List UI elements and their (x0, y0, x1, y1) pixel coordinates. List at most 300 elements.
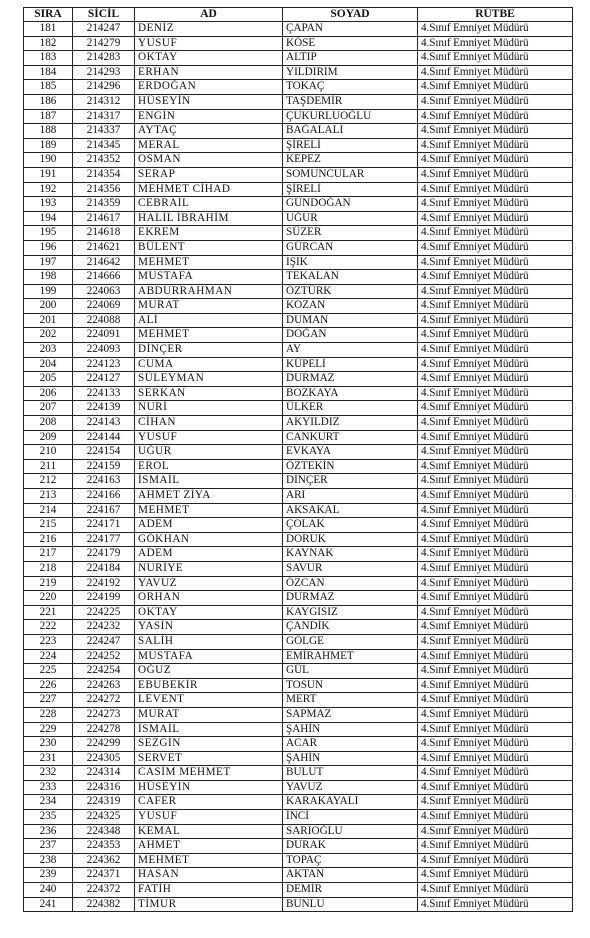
table-row (24, 182, 573, 197)
cell-ad: MUSTAFA (135, 649, 283, 664)
cell-soyad: İNCİ (283, 810, 418, 825)
personnel-table (23, 7, 573, 912)
cell-rutbe: 4.Sınıf Emniyet Müdürü (418, 138, 573, 153)
cell-rutbe: 4.Sınıf Emniyet Müdürü (418, 678, 573, 693)
cell-sicil: 214337 (73, 124, 135, 139)
cell-soyad: UĞUR (283, 211, 418, 226)
cell-ad: AHMET ZİYA (135, 489, 283, 504)
cell-sira: 186 (24, 94, 73, 109)
cell-ad: OSMAN (135, 153, 283, 168)
cell-rutbe: 4.Sınıf Emniyet Müdürü (418, 36, 573, 51)
cell-rutbe: 4.Sınıf Emniyet Müdürü (418, 270, 573, 285)
table-row (24, 839, 573, 854)
cell-soyad: DURMAZ (283, 372, 418, 387)
cell-rutbe: 4.Sınıf Emniyet Müdürü (418, 313, 573, 328)
cell-sicil: 224372 (73, 883, 135, 898)
cell-rutbe: 4.Sınıf Emniyet Müdürü (418, 459, 573, 474)
cell-ad: SERKAN (135, 386, 283, 401)
cell-ad: ABDURRAHMAN (135, 284, 283, 299)
cell-ad: TİMUR (135, 897, 283, 912)
cell-sicil: 214666 (73, 270, 135, 285)
table-row (24, 36, 573, 51)
cell-soyad: KOZAN (283, 299, 418, 314)
cell-sira: 208 (24, 416, 73, 431)
cell-rutbe: 4.Sınıf Emniyet Müdürü (418, 109, 573, 124)
cell-sicil: 224184 (73, 561, 135, 576)
cell-ad: AYTAÇ (135, 124, 283, 139)
table-row (24, 270, 573, 285)
cell-sira: 231 (24, 751, 73, 766)
cell-sira: 197 (24, 255, 73, 270)
table-row (24, 80, 573, 95)
cell-sicil: 214352 (73, 153, 135, 168)
cell-sicil: 224192 (73, 576, 135, 591)
cell-sicil: 224371 (73, 868, 135, 883)
cell-sira: 193 (24, 197, 73, 212)
table-row (24, 197, 573, 212)
cell-soyad: ŞİRELİ (283, 138, 418, 153)
cell-rutbe: 4.Sınıf Emniyet Müdürü (418, 328, 573, 343)
table-header-row (24, 8, 573, 22)
cell-sicil: 224159 (73, 459, 135, 474)
cell-rutbe: 4.Sınıf Emniyet Müdürü (418, 518, 573, 533)
cell-rutbe: 4.Sınıf Emniyet Müdürü (418, 810, 573, 825)
table-row (24, 518, 573, 533)
cell-soyad: SOMUNCULAR (283, 167, 418, 182)
cell-sicil: 224167 (73, 503, 135, 518)
cell-sira: 189 (24, 138, 73, 153)
cell-ad: EBUBEKİR (135, 678, 283, 693)
cell-rutbe: 4.Sınıf Emniyet Müdürü (418, 766, 573, 781)
cell-ad: ALİ (135, 313, 283, 328)
cell-rutbe: 4.Sınıf Emniyet Müdürü (418, 883, 573, 898)
cell-sicil: 224272 (73, 693, 135, 708)
cell-rutbe: 4.Sınıf Emniyet Müdürü (418, 255, 573, 270)
table-row (24, 328, 573, 343)
cell-sira: 217 (24, 547, 73, 562)
cell-sicil: 214621 (73, 240, 135, 255)
table-row (24, 65, 573, 80)
cell-sicil: 214354 (73, 167, 135, 182)
cell-rutbe: 4.Sınıf Emniyet Müdürü (418, 620, 573, 635)
cell-sira: 229 (24, 722, 73, 737)
cell-sira: 225 (24, 664, 73, 679)
table-row (24, 153, 573, 168)
cell-soyad: AKTAN (283, 868, 418, 883)
cell-sira: 195 (24, 226, 73, 241)
cell-rutbe: 4.Sınıf Emniyet Müdürü (418, 94, 573, 109)
cell-ad: CAFER (135, 795, 283, 810)
cell-sira: 233 (24, 780, 73, 795)
table-row (24, 883, 573, 898)
table-row (24, 795, 573, 810)
cell-sira: 204 (24, 357, 73, 372)
cell-sira: 185 (24, 80, 73, 95)
cell-rutbe: 4.Sınıf Emniyet Müdürü (418, 299, 573, 314)
cell-sira: 216 (24, 532, 73, 547)
cell-ad: EROL (135, 459, 283, 474)
cell-sira: 221 (24, 605, 73, 620)
cell-sira: 228 (24, 707, 73, 722)
table-row (24, 416, 573, 431)
cell-sira: 215 (24, 518, 73, 533)
cell-sicil: 224305 (73, 751, 135, 766)
cell-ad: HASAN (135, 868, 283, 883)
table-row (24, 299, 573, 314)
cell-soyad: SÜZER (283, 226, 418, 241)
cell-ad: MEHMET (135, 503, 283, 518)
cell-sicil: 214617 (73, 211, 135, 226)
cell-ad: ENGİN (135, 109, 283, 124)
table-row (24, 693, 573, 708)
cell-sicil: 224252 (73, 649, 135, 664)
cell-rutbe: 4.Sınıf Emniyet Müdürü (418, 824, 573, 839)
cell-rutbe: 4.Sınıf Emniyet Müdürü (418, 795, 573, 810)
table-row (24, 561, 573, 576)
cell-ad: UĞUR (135, 445, 283, 460)
cell-sira: 241 (24, 897, 73, 912)
table-row (24, 868, 573, 883)
table-row (24, 649, 573, 664)
cell-sira: 220 (24, 591, 73, 606)
cell-sicil: 224063 (73, 284, 135, 299)
table-row (24, 678, 573, 693)
cell-ad: DENİZ (135, 22, 283, 37)
cell-ad: ADEM (135, 547, 283, 562)
cell-rutbe: 4.Sınıf Emniyet Müdürü (418, 547, 573, 562)
cell-soyad: KEPEZ (283, 153, 418, 168)
cell-sira: 192 (24, 182, 73, 197)
cell-rutbe: 4.Sınıf Emniyet Müdürü (418, 897, 573, 912)
table-row (24, 707, 573, 722)
cell-ad: YASİN (135, 620, 283, 635)
cell-ad: BÜLENT (135, 240, 283, 255)
cell-sicil: 224093 (73, 343, 135, 358)
cell-sira: 213 (24, 489, 73, 504)
cell-rutbe: 4.Sınıf Emniyet Müdürü (418, 445, 573, 460)
table-row (24, 445, 573, 460)
table-row (24, 547, 573, 562)
cell-sicil: 224247 (73, 634, 135, 649)
cell-soyad: ÇAPAN (283, 22, 418, 37)
cell-rutbe: 4.Sınıf Emniyet Müdürü (418, 357, 573, 372)
cell-sicil: 224232 (73, 620, 135, 635)
table-row (24, 401, 573, 416)
cell-soyad: KAYGISIZ (283, 605, 418, 620)
cell-sira: 230 (24, 737, 73, 752)
cell-sicil: 214293 (73, 65, 135, 80)
cell-sira: 198 (24, 270, 73, 285)
cell-ad: YUSUF (135, 36, 283, 51)
cell-rutbe: 4.Sınıf Emniyet Müdürü (418, 634, 573, 649)
cell-rutbe: 4.Sınıf Emniyet Müdürü (418, 124, 573, 139)
cell-soyad: ÜLKER (283, 401, 418, 416)
cell-rutbe: 4.Sınıf Emniyet Müdürü (418, 65, 573, 80)
cell-soyad: TOPAÇ (283, 853, 418, 868)
cell-sicil: 214642 (73, 255, 135, 270)
table-row (24, 255, 573, 270)
cell-rutbe: 4.Sınıf Emniyet Müdürü (418, 576, 573, 591)
cell-ad: İSMAİL (135, 722, 283, 737)
cell-sira: 187 (24, 109, 73, 124)
cell-sicil: 224123 (73, 357, 135, 372)
cell-ad: İSMAİL (135, 474, 283, 489)
cell-sicil: 224133 (73, 386, 135, 401)
cell-rutbe: 4.Sınıf Emniyet Müdürü (418, 737, 573, 752)
table-row (24, 167, 573, 182)
cell-soyad: ÖZTÜRK (283, 284, 418, 299)
table-row (24, 591, 573, 606)
cell-sicil: 224139 (73, 401, 135, 416)
cell-rutbe: 4.Sınıf Emniyet Müdürü (418, 372, 573, 387)
cell-ad: MURAT (135, 707, 283, 722)
cell-sira: 237 (24, 839, 73, 854)
table-row (24, 51, 573, 66)
cell-sira: 222 (24, 620, 73, 635)
cell-ad: ERDOĞAN (135, 80, 283, 95)
table-row (24, 576, 573, 591)
cell-sira: 238 (24, 853, 73, 868)
cell-sira: 236 (24, 824, 73, 839)
cell-sicil: 214283 (73, 51, 135, 66)
cell-ad: HALİL İBRAHİM (135, 211, 283, 226)
cell-ad: CUMA (135, 357, 283, 372)
cell-ad: ERHAN (135, 65, 283, 80)
table-row (24, 605, 573, 620)
cell-sira: 194 (24, 211, 73, 226)
cell-rutbe: 4.Sınıf Emniyet Müdürü (418, 503, 573, 518)
cell-soyad: KARAKAYALI (283, 795, 418, 810)
cell-ad: GÖKHAN (135, 532, 283, 547)
cell-soyad: ALTIP (283, 51, 418, 66)
cell-sira: 218 (24, 561, 73, 576)
cell-rutbe: 4.Sınıf Emniyet Müdürü (418, 51, 573, 66)
table-row (24, 94, 573, 109)
cell-ad: SERAP (135, 167, 283, 182)
cell-rutbe: 4.Sınıf Emniyet Müdürü (418, 868, 573, 883)
cell-soyad: DORUK (283, 532, 418, 547)
table-row (24, 284, 573, 299)
cell-sira: 205 (24, 372, 73, 387)
table-row (24, 503, 573, 518)
cell-soyad: ÇUKURLUOĞLU (283, 109, 418, 124)
cell-soyad: SARIOĞLU (283, 824, 418, 839)
cell-sira: 232 (24, 766, 73, 781)
cell-sicil: 224278 (73, 722, 135, 737)
cell-soyad: BULUT (283, 766, 418, 781)
table-row (24, 22, 573, 37)
cell-soyad: KÜPELİ (283, 357, 418, 372)
cell-ad: KEMAL (135, 824, 283, 839)
cell-ad: LEVENT (135, 693, 283, 708)
cell-soyad: DUMAN (283, 313, 418, 328)
cell-sicil: 214356 (73, 182, 135, 197)
cell-sicil: 224316 (73, 780, 135, 795)
cell-sira: 191 (24, 167, 73, 182)
cell-ad: SÜLEYMAN (135, 372, 283, 387)
cell-rutbe: 4.Sınıf Emniyet Müdürü (418, 664, 573, 679)
cell-soyad: ÇANDİK (283, 620, 418, 635)
cell-ad: ORHAN (135, 591, 283, 606)
cell-ad: MERAL (135, 138, 283, 153)
table-row (24, 532, 573, 547)
cell-sicil: 214618 (73, 226, 135, 241)
cell-sira: 202 (24, 328, 73, 343)
cell-sira: 200 (24, 299, 73, 314)
cell-soyad: GÜL (283, 664, 418, 679)
table-row (24, 751, 573, 766)
cell-soyad: ŞAHİN (283, 722, 418, 737)
table-row (24, 810, 573, 825)
table-row (24, 226, 573, 241)
cell-sicil: 224254 (73, 664, 135, 679)
cell-sira: 190 (24, 153, 73, 168)
cell-soyad: CANKURT (283, 430, 418, 445)
cell-ad: EKREM (135, 226, 283, 241)
table-row (24, 722, 573, 737)
cell-ad: OKTAY (135, 51, 283, 66)
cell-sira: 181 (24, 22, 73, 37)
cell-sira: 201 (24, 313, 73, 328)
table-row (24, 766, 573, 781)
table-row (24, 138, 573, 153)
header-rutbe: RÜTBE (418, 8, 573, 22)
cell-soyad: GÜNDOĞAN (283, 197, 418, 212)
cell-soyad: IŞIK (283, 255, 418, 270)
cell-ad: YUSUF (135, 810, 283, 825)
cell-sira: 223 (24, 634, 73, 649)
table-row (24, 897, 573, 912)
cell-ad: MUSTAFA (135, 270, 283, 285)
cell-rutbe: 4.Sınıf Emniyet Müdürü (418, 386, 573, 401)
cell-sicil: 224171 (73, 518, 135, 533)
cell-sira: 184 (24, 65, 73, 80)
cell-sicil: 224166 (73, 489, 135, 504)
cell-sira: 188 (24, 124, 73, 139)
cell-soyad: SAVUR (283, 561, 418, 576)
cell-rutbe: 4.Sınıf Emniyet Müdürü (418, 226, 573, 241)
cell-sira: 211 (24, 459, 73, 474)
cell-soyad: TAŞDEMİR (283, 94, 418, 109)
cell-rutbe: 4.Sınıf Emniyet Müdürü (418, 722, 573, 737)
cell-soyad: ÖZCAN (283, 576, 418, 591)
cell-ad: SEZGİN (135, 737, 283, 752)
cell-soyad: SAPMAZ (283, 707, 418, 722)
cell-sira: 206 (24, 386, 73, 401)
cell-rutbe: 4.Sınıf Emniyet Müdürü (418, 561, 573, 576)
cell-sicil: 224348 (73, 824, 135, 839)
cell-rutbe: 4.Sınıf Emniyet Müdürü (418, 751, 573, 766)
cell-rutbe: 4.Sınıf Emniyet Müdürü (418, 240, 573, 255)
cell-soyad: AKSAKAL (283, 503, 418, 518)
table-row (24, 430, 573, 445)
cell-sira: 239 (24, 868, 73, 883)
cell-ad: NURİYE (135, 561, 283, 576)
cell-sicil: 214359 (73, 197, 135, 212)
cell-soyad: ACAR (283, 737, 418, 752)
table-row (24, 124, 573, 139)
cell-sira: 227 (24, 693, 73, 708)
cell-sira: 207 (24, 401, 73, 416)
cell-rutbe: 4.Sınıf Emniyet Müdürü (418, 489, 573, 504)
cell-soyad: ŞAHİN (283, 751, 418, 766)
cell-ad: MEHMET CİHAD (135, 182, 283, 197)
cell-soyad: MERT (283, 693, 418, 708)
cell-sicil: 224325 (73, 810, 135, 825)
cell-rutbe: 4.Sınıf Emniyet Müdürü (418, 197, 573, 212)
cell-sicil: 224091 (73, 328, 135, 343)
cell-sicil: 214279 (73, 36, 135, 51)
cell-soyad: YILDIRIM (283, 65, 418, 80)
table-row (24, 459, 573, 474)
cell-ad: MEHMET (135, 255, 283, 270)
cell-sicil: 224353 (73, 839, 135, 854)
cell-sira: 219 (24, 576, 73, 591)
cell-rutbe: 4.Sınıf Emniyet Müdürü (418, 605, 573, 620)
cell-sicil: 224177 (73, 532, 135, 547)
cell-ad: OKTAY (135, 605, 283, 620)
table-body (24, 22, 573, 912)
cell-rutbe: 4.Sınıf Emniyet Müdürü (418, 167, 573, 182)
cell-rutbe: 4.Sınıf Emniyet Müdürü (418, 211, 573, 226)
cell-soyad: BOZKAYA (283, 386, 418, 401)
cell-rutbe: 4.Sınıf Emniyet Müdürü (418, 853, 573, 868)
cell-soyad: BUNLU (283, 897, 418, 912)
cell-rutbe: 4.Sınıf Emniyet Müdürü (418, 343, 573, 358)
cell-sicil: 224273 (73, 707, 135, 722)
table-row (24, 634, 573, 649)
cell-ad: YUSUF (135, 430, 283, 445)
cell-ad: MEHMET (135, 853, 283, 868)
cell-soyad: DİNÇER (283, 474, 418, 489)
cell-sicil: 214312 (73, 94, 135, 109)
cell-sicil: 224144 (73, 430, 135, 445)
cell-soyad: YAVUZ (283, 780, 418, 795)
cell-soyad: TEKALAN (283, 270, 418, 285)
table-row (24, 357, 573, 372)
table-row (24, 313, 573, 328)
cell-sira: 203 (24, 343, 73, 358)
cell-sira: 235 (24, 810, 73, 825)
cell-soyad: TOSUN (283, 678, 418, 693)
cell-rutbe: 4.Sınıf Emniyet Müdürü (418, 693, 573, 708)
table-row (24, 824, 573, 839)
cell-soyad: DURMAZ (283, 591, 418, 606)
table-row (24, 240, 573, 255)
cell-soyad: BAĞALALI (283, 124, 418, 139)
cell-soyad: DEMİR (283, 883, 418, 898)
cell-rutbe: 4.Sınıf Emniyet Müdürü (418, 80, 573, 95)
cell-ad: HÜSEYİN (135, 94, 283, 109)
table-row (24, 853, 573, 868)
cell-sicil: 214317 (73, 109, 135, 124)
header-ad: AD (135, 8, 283, 22)
cell-ad: HÜSEYİN (135, 780, 283, 795)
cell-sicil: 214247 (73, 22, 135, 37)
cell-sicil: 224362 (73, 853, 135, 868)
table-row (24, 489, 573, 504)
cell-soyad: ÖZTEKİN (283, 459, 418, 474)
cell-ad: NURİ (135, 401, 283, 416)
cell-sira: 224 (24, 649, 73, 664)
table-row (24, 737, 573, 752)
cell-sicil: 224314 (73, 766, 135, 781)
cell-ad: YAVUZ (135, 576, 283, 591)
cell-soyad: AKYILDIZ (283, 416, 418, 431)
cell-sicil: 224299 (73, 737, 135, 752)
table-row (24, 372, 573, 387)
cell-soyad: EVKAYA (283, 445, 418, 460)
